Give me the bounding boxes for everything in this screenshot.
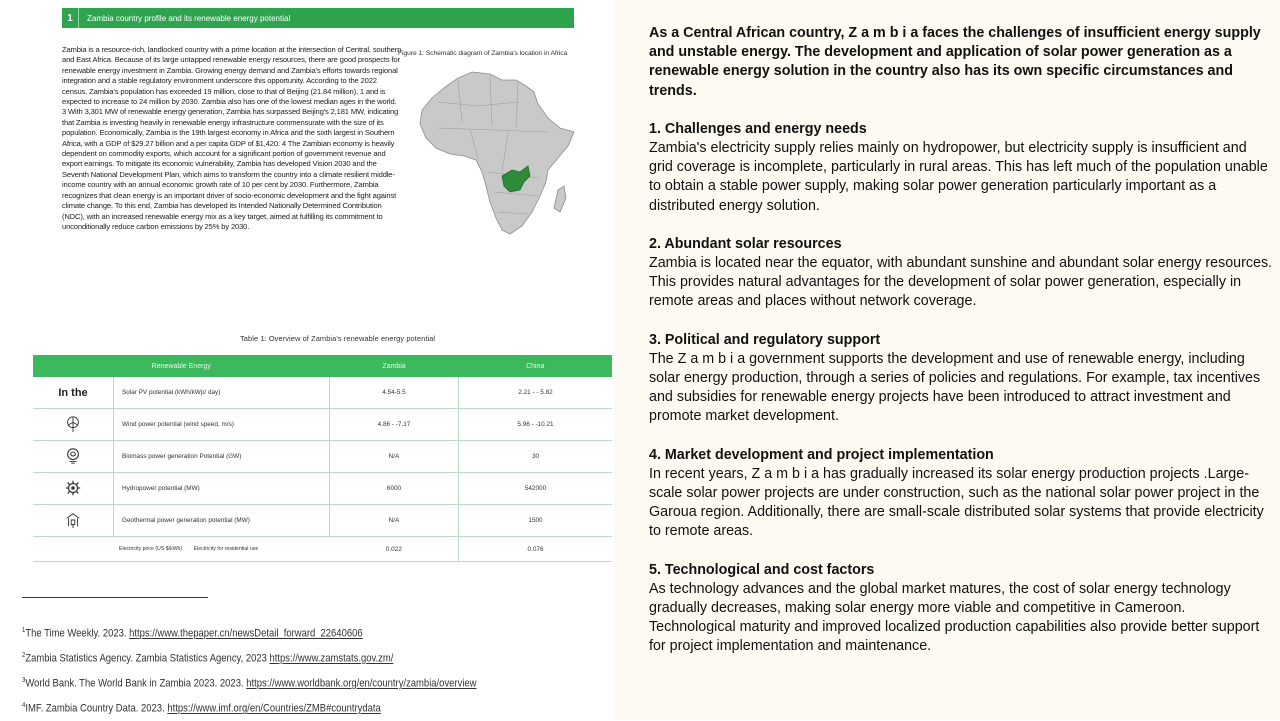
section-header: [62, 8, 574, 28]
price-label-cell: [33, 537, 330, 562]
footnote: [22, 670, 477, 695]
china-value: 2.21 - - 5.82: [459, 377, 613, 409]
geothermal-plant-icon: [64, 511, 82, 529]
china-value: 5.96 - -10.21: [459, 409, 613, 441]
row-icon-cell: [33, 505, 114, 537]
biomass-icon: [64, 447, 82, 465]
table-row: [33, 441, 612, 473]
row-label: Solar PV potential (kWh/kWp/ day): [114, 377, 330, 409]
header-renewable-energy: Renewable Energy: [33, 355, 330, 377]
china-value: 30: [459, 441, 613, 473]
footnote-link[interactable]: https://www.zamstats.gov.zm/: [269, 652, 394, 665]
row-icon-cell: [33, 441, 114, 473]
footnote-number: 4: [22, 702, 26, 710]
intro-paragraph: As a Central African country, Z a m b i a faces the challenges of insufficient energy supply and unstable energy. The development and application of solar power generation as a renewable energy solution in the country also has its own specific circumstances and trends.: [649, 25, 1261, 99]
footnote: [22, 620, 477, 645]
wind-turbine-icon: [64, 415, 82, 433]
footnote-divider: [22, 597, 208, 598]
table-header-row: [33, 355, 612, 377]
section-text: The Z a m b i a government supports the development and use of renewable energy, including solar energy production, through a series of policies and regulations. For example, tax incentives and subsidies for renewable energy projects have been introduced to attract investment and promote market development.: [649, 350, 1261, 425]
figure-caption: Figure 1: Schematic diagram of Zambia's location in Africa: [398, 50, 568, 57]
row-icon-cell: [33, 377, 114, 409]
table-row: [33, 377, 612, 409]
section-heading: 1. Challenges and energy needs: [649, 120, 867, 137]
report-page: [0, 0, 614, 720]
section-market-development: [649, 446, 1274, 542]
footnote-number: 2: [22, 652, 26, 660]
section-text: In recent years, Z a m b i a has gradually increased its solar energy production projects .Large-scale solar power projects are under construction, such as the national solar power project in the Garoua region. Additionally, there are small-scale distributed solar systems that provide electricity to remote areas.: [649, 465, 1264, 540]
table-row: [33, 473, 612, 505]
section-political-support: [649, 331, 1274, 427]
table-row-price: [33, 537, 612, 562]
section-technology-cost: [649, 561, 1274, 657]
section-heading: 2. Abundant solar resources: [649, 235, 842, 252]
row-label: Hydropower potential (MW): [114, 473, 330, 505]
section-heading: 5. Technological and cost factors: [649, 561, 875, 578]
footnote-link[interactable]: https://www.thepaper.cn/newsDetail_forward_22640606: [129, 627, 363, 640]
zambia-value: 4.86 - -7.17: [330, 409, 459, 441]
footnote-link[interactable]: https://www.worldbank.org/en/country/zambia/overview: [246, 677, 477, 690]
zambia-value: 4.54-5.5: [330, 377, 459, 409]
zambia-value: N/A: [330, 505, 459, 537]
footnote-link[interactable]: https://www.imf.org/en/Countries/ZMB#countrydata: [167, 703, 381, 716]
solar-row-icon-text: In the: [58, 386, 88, 399]
china-price: 0.076: [459, 537, 613, 562]
china-value: 542000: [459, 473, 613, 505]
section-challenges: [649, 120, 1274, 216]
footnote-text: World Bank. The World Bank in Zambia 2023. 2023.: [25, 677, 247, 690]
footnote-text: IMF. Zambia Country Data. 2023.: [25, 703, 168, 716]
africa-map-image: [398, 62, 598, 252]
table-row: [33, 505, 612, 537]
africa-outline: [420, 72, 574, 234]
section-title: Zambia country profile and its renewable energy potential: [87, 13, 291, 23]
section-number: 1: [62, 8, 79, 28]
header-china: China: [459, 355, 613, 377]
table-caption: Table 1: Overview of Zambia's renewable energy potential: [240, 334, 436, 343]
footnote-number: 3: [22, 677, 26, 685]
row-label: Wind power potential (wind speed, m/s): [114, 409, 330, 441]
footnote-number: 1: [22, 627, 26, 634]
section-solar-resources: [649, 235, 1274, 312]
footnote-text: Zambia Statistics Agency. Zambia Statistics Agency, 2023: [25, 652, 270, 665]
row-label: Biomass power generation Potential (GW): [114, 441, 330, 473]
footnote-text: The Time Weekly. 2023.: [25, 627, 130, 640]
renewable-energy-table: [33, 355, 612, 562]
section-heading: 3. Political and regulatory support: [649, 331, 881, 348]
table-row: [33, 409, 612, 441]
row-icon-cell: [33, 473, 114, 505]
text-panel: [614, 0, 1280, 720]
footnotes: [22, 620, 477, 721]
body-paragraph: [62, 45, 402, 232]
section-text: As technology advances and the global market matures, the cost of solar energy technology gradually decreases, making solar energy more viable and competitive in Cameroon. Technological maturity and improved localized production capabilities also provide better support for project implementation and maintenance.: [649, 580, 1260, 655]
footnote: [22, 645, 477, 670]
footnote: [22, 695, 477, 720]
price-sublabel: Electricity for residential use: [193, 546, 259, 552]
row-icon-cell: [33, 409, 114, 441]
body-text: Zambia is a resource-rich, landlocked country with a prime location at the intersection of Central, southern and East Africa. Because of its large untapped renewable energy resources, there are good prospects for renewable energy investment in Zambia. Growing energy demand and Zambia's efforts towards regional integration and a stable regulatory environment underscore this opportunity. According to the 2022 census, Zambia's population has exceeded 19 million, close to that of Beijing (21.84 million), 1 and is expected to increase to 24 million by 2030. Zambia also has one of the lowest median ages in the world. 3 With 3,301 MW of renewable energy generation, Zambia has surpassed Beijing's 2,181 MW, indicating that Zambia is investing heavily in renewable energy infrastructure commensurate with the size of its population. Economically, Zambia is the 19th largest economy in Africa and the sixth largest in Southern Africa, with a GDP of $29.27 billion and a per capita GDP of $1,420. 4 The Zambian economy is heavily dependent on commodity exports, which account for a significant portion of government revenue and export earnings. To mitigate its economic vulnerability, Zambia has developed Vision 2030 and the Seventh National Development Plan, which aims to transform the country into a climate resilient middle-income country with an annual economic growth rate of 10 per cent by 2030. Furthermore, Zambia recognizes that clean energy is an important driver of socio-economic development and the fight against climate change. To this end, Zambia has developed its Intended Nationally Determined Contribution (NDC), with an increased renewable energy mix as a key target, aimed at fulfilling its commitment to unconditionally reduce carbon emissions by 25% by 2030.: [62, 45, 402, 231]
zambia-value: N/A: [330, 441, 459, 473]
section-text: Zambia's electricity supply relies mainly on hydropower, but electricity supply is insufficient and grid coverage is incomplete, particularly in rural areas. This has left much of the population unable to obtain a stable power supply, making solar power generation particularly important as a distributed energy solution.: [649, 140, 1268, 214]
madagascar-outline: [554, 186, 566, 212]
header-zambia: Zambia: [330, 355, 459, 377]
zambia-value: 6000: [330, 473, 459, 505]
zambia-price: 0.022: [330, 537, 459, 562]
price-label: Electricity price (US $/kWh): [119, 546, 183, 552]
china-value: 1500: [459, 505, 613, 537]
section-heading: 4. Market development and project implementation: [649, 446, 994, 463]
hydropower-gear-icon: [64, 479, 82, 497]
row-label: Geothermal power generation potential (MW): [114, 505, 330, 537]
section-text: Zambia is located near the equator, with abundant sunshine and abundant solar energy resources. This provides natural advantages for the development of solar power generation, especially in remote areas and places without network coverage.: [649, 255, 1273, 310]
